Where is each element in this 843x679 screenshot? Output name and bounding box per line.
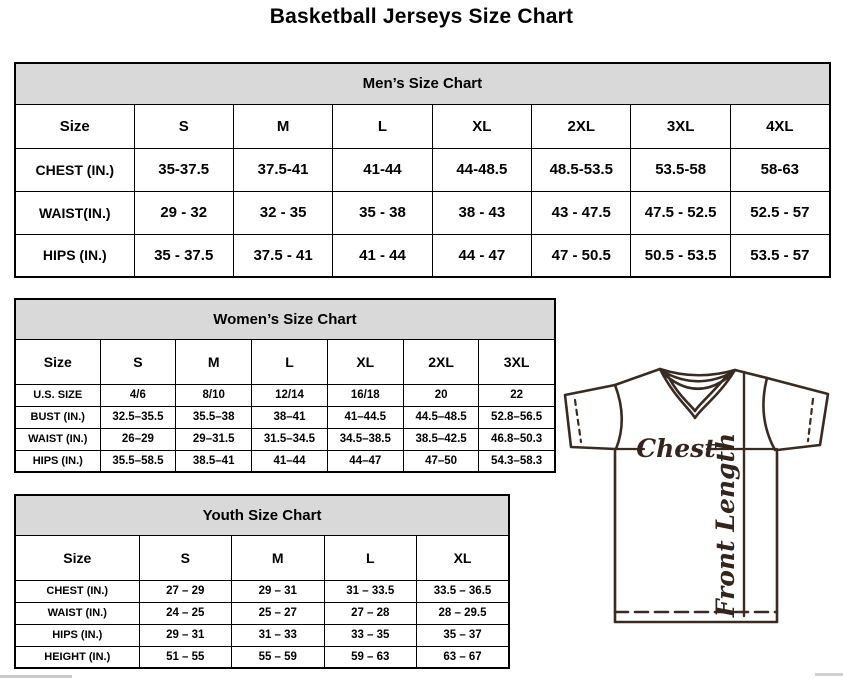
table-cell: 34.5–38.5 <box>327 428 403 450</box>
table-cell: 35-37.5 <box>134 148 233 191</box>
womens-row-label-hips: HIPS (IN.) <box>15 450 100 472</box>
left-sleeve-seam <box>615 385 622 449</box>
youth-hips-row <box>15 624 509 646</box>
table-cell: 20 <box>403 384 479 406</box>
scrollbar-artifact-right <box>815 673 843 676</box>
table-cell: 53.5-58 <box>631 148 730 191</box>
youth-row-label-waist: WAIST (IN.) <box>15 602 139 624</box>
youth-col-m: M <box>232 535 325 580</box>
womens-col-3xl: 3XL <box>479 339 555 384</box>
mens-col-size: Size <box>15 104 134 148</box>
womens-col-m: M <box>176 339 252 384</box>
mens-hips-row <box>15 234 830 277</box>
front-length-label: Front Length <box>711 432 740 618</box>
table-cell: 63 – 67 <box>417 646 510 668</box>
womens-col-xl: XL <box>327 339 403 384</box>
table-cell: 28 – 29.5 <box>417 602 510 624</box>
table-cell: 55 – 59 <box>232 646 325 668</box>
table-cell: 37.5 - 41 <box>233 234 332 277</box>
mens-chest-row <box>15 148 830 191</box>
mens-col-m: M <box>233 104 332 148</box>
womens-col-size: Size <box>15 339 100 384</box>
table-cell: 38 - 43 <box>432 191 531 234</box>
youth-col-xl: XL <box>417 535 510 580</box>
mens-row-label-chest: CHEST (IN.) <box>15 148 134 191</box>
table-cell: 50.5 - 53.5 <box>631 234 730 277</box>
youth-size-header-row <box>15 535 509 580</box>
table-cell: 41-44 <box>333 148 432 191</box>
table-cell: 31 – 33 <box>232 624 325 646</box>
mens-chart-title: Men’s Size Chart <box>15 63 830 104</box>
table-cell: 59 – 63 <box>324 646 417 668</box>
youth-col-l: L <box>324 535 417 580</box>
table-cell: 25 – 27 <box>232 602 325 624</box>
table-cell: 46.8–50.3 <box>479 428 555 450</box>
youth-height-row <box>15 646 509 668</box>
mens-size-table <box>14 62 831 278</box>
womens-row-label-us-size: U.S. SIZE <box>15 384 100 406</box>
mens-col-4xl: 4XL <box>730 104 830 148</box>
table-cell: 35.5–58.5 <box>100 450 176 472</box>
womens-hips-row <box>15 450 555 472</box>
table-cell: 29 - 32 <box>134 191 233 234</box>
womens-size-table <box>14 298 556 473</box>
table-cell: 47 - 50.5 <box>532 234 631 277</box>
table-cell: 41 - 44 <box>333 234 432 277</box>
table-cell: 53.5 - 57 <box>730 234 830 277</box>
mens-col-3xl: 3XL <box>631 104 730 148</box>
table-cell: 43 - 47.5 <box>532 191 631 234</box>
mens-col-2xl: 2XL <box>532 104 631 148</box>
table-cell: 48.5-53.5 <box>532 148 631 191</box>
table-cell: 12/14 <box>252 384 328 406</box>
table-cell: 26–29 <box>100 428 176 450</box>
table-cell: 29 – 31 <box>232 580 325 602</box>
womens-table-header-band <box>15 299 555 339</box>
youth-size-table <box>14 494 510 669</box>
table-cell: 54.3–58.3 <box>479 450 555 472</box>
page-title: Basketball Jerseys Size Chart <box>269 5 574 28</box>
youth-chart-title: Youth Size Chart <box>15 495 509 535</box>
womens-col-2xl: 2XL <box>403 339 479 384</box>
youth-table-header-band <box>15 495 509 535</box>
table-cell: 35 - 37.5 <box>134 234 233 277</box>
chest-label: Chest <box>636 434 716 463</box>
table-cell: 38.5–42.5 <box>403 428 479 450</box>
mens-table-header-band <box>15 63 830 104</box>
youth-waist-row <box>15 602 509 624</box>
jersey-diagram <box>550 355 843 635</box>
mens-col-s: S <box>134 104 233 148</box>
table-cell: 31 – 33.5 <box>324 580 417 602</box>
table-cell: 38–41 <box>252 406 328 428</box>
table-cell: 35.5–38 <box>176 406 252 428</box>
mens-waist-row <box>15 191 830 234</box>
womens-row-label-waist: WAIST (IN.) <box>15 428 100 450</box>
table-cell: 33 – 35 <box>324 624 417 646</box>
table-cell: 51 – 55 <box>139 646 232 668</box>
table-cell: 35 - 38 <box>333 191 432 234</box>
right-cuff-dashed-seam <box>808 399 813 441</box>
mens-row-label-waist: WAIST(IN.) <box>15 191 134 234</box>
right-sleeve-seam <box>763 378 775 450</box>
table-cell: 35 – 37 <box>417 624 510 646</box>
mens-size-header-row <box>15 104 830 148</box>
table-cell: 27 – 28 <box>324 602 417 624</box>
table-cell: 4/6 <box>100 384 176 406</box>
womens-chart-title: Women’s Size Chart <box>15 299 555 339</box>
table-cell: 31.5–34.5 <box>252 428 328 450</box>
mens-col-l: L <box>333 104 432 148</box>
table-cell: 37.5-41 <box>233 148 332 191</box>
scrollbar-artifact-left <box>0 675 72 678</box>
table-cell: 52.8–56.5 <box>479 406 555 428</box>
table-cell: 44.5–48.5 <box>403 406 479 428</box>
table-cell: 41–44.5 <box>327 406 403 428</box>
womens-col-s: S <box>100 339 176 384</box>
left-cuff-dashed-seam <box>575 400 581 442</box>
table-cell: 41–44 <box>252 450 328 472</box>
table-cell: 47.5 - 52.5 <box>631 191 730 234</box>
table-cell: 44 - 47 <box>432 234 531 277</box>
table-cell: 44–47 <box>327 450 403 472</box>
mens-col-xl: XL <box>432 104 531 148</box>
table-cell: 47–50 <box>403 450 479 472</box>
table-cell: 32.5–35.5 <box>100 406 176 428</box>
youth-row-label-chest: CHEST (IN.) <box>15 580 139 602</box>
womens-row-label-bust: BUST (IN.) <box>15 406 100 428</box>
table-cell: 29 – 31 <box>139 624 232 646</box>
womens-bust-row <box>15 406 555 428</box>
womens-us-size-row <box>15 384 555 406</box>
womens-waist-row <box>15 428 555 450</box>
womens-size-header-row <box>15 339 555 384</box>
youth-chest-row <box>15 580 509 602</box>
table-cell: 44-48.5 <box>432 148 531 191</box>
table-cell: 33.5 – 36.5 <box>417 580 510 602</box>
table-cell: 32 - 35 <box>233 191 332 234</box>
youth-row-label-hips: HIPS (IN.) <box>15 624 139 646</box>
youth-col-size: Size <box>15 535 139 580</box>
youth-col-s: S <box>139 535 232 580</box>
table-cell: 27 – 29 <box>139 580 232 602</box>
table-cell: 16/18 <box>327 384 403 406</box>
table-cell: 52.5 - 57 <box>730 191 830 234</box>
table-cell: 8/10 <box>176 384 252 406</box>
table-cell: 29–31.5 <box>176 428 252 450</box>
table-cell: 24 – 25 <box>139 602 232 624</box>
womens-col-l: L <box>252 339 328 384</box>
mens-row-label-hips: HIPS (IN.) <box>15 234 134 277</box>
table-cell: 22 <box>479 384 555 406</box>
table-cell: 58-63 <box>730 148 830 191</box>
table-cell: 38.5–41 <box>176 450 252 472</box>
youth-row-label-height: HEIGHT (IN.) <box>15 646 139 668</box>
